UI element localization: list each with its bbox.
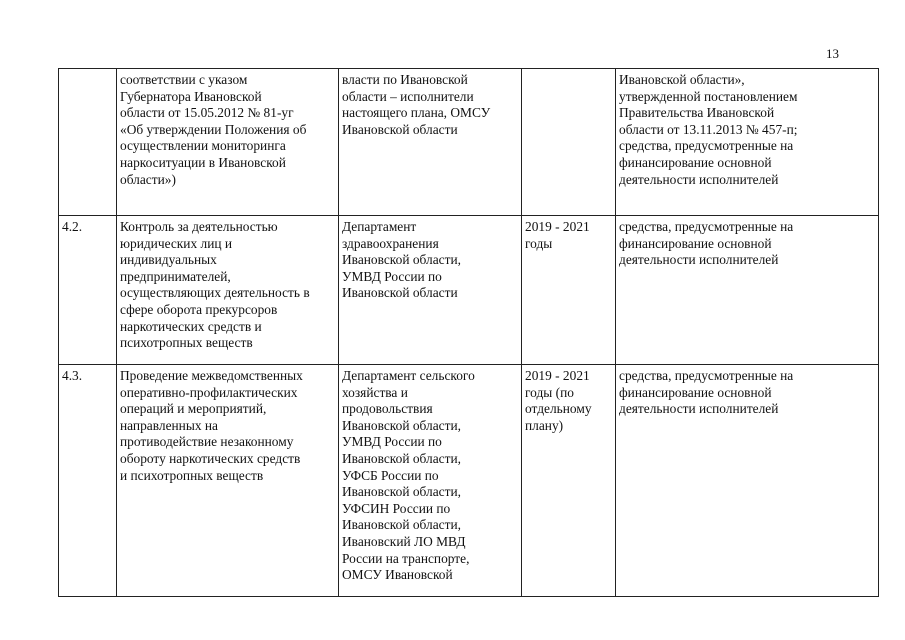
executors-cell xyxy=(339,69,522,216)
executors-text: Департамент сельского хозяйства и продовольствия Ивановской области, УМВД России по Ивановской области, УФСБ России по Ивановской области, УФСИН России по Ивановской области, Ивановский ЛО МВД России на транспорте, ОМСУ Ивановской xyxy=(342,368,475,583)
funding-cell xyxy=(616,216,879,365)
table-row xyxy=(59,216,879,365)
term-cell xyxy=(522,69,616,216)
event-text: Контроль за деятельностью юридических лиц и индивидуальных предпринимателей, осуществляющих деятельность в сфере оборота прекурсоров наркотических средств и психотропных веществ xyxy=(120,219,310,351)
row-number-cell xyxy=(59,216,117,365)
table-row xyxy=(59,69,879,216)
row-number-cell xyxy=(59,365,117,597)
term-cell xyxy=(522,216,616,365)
executors-cell xyxy=(339,365,522,597)
term-text: 2019 - 2021 годы (по отдельному плану) xyxy=(525,368,592,433)
term-cell xyxy=(522,365,616,597)
funding-text: средства, предусмотренные на финансирование основной деятельности исполнителей xyxy=(619,368,794,417)
row-number-cell xyxy=(59,69,117,216)
executors-cell xyxy=(339,216,522,365)
term-text: 2019 - 2021 годы xyxy=(525,219,590,251)
event-cell xyxy=(117,365,339,597)
table-row xyxy=(59,365,879,597)
event-text: Проведение межведомственных оперативно-профилактических операций и мероприятий, направленных на противодействие незаконному обороту наркотических средств и психотропных веществ xyxy=(120,368,303,483)
funding-cell xyxy=(616,69,879,216)
row-number: 4.3. xyxy=(62,368,83,383)
plan-table xyxy=(58,68,879,597)
event-text: соответствии с указом Губернатора Ивановской области от 15.05.2012 № 81-уг «Об утверждении Положения об осуществлении мониторинга наркоситуации в Ивановской области») xyxy=(120,72,307,187)
executors-text: Департамент здравоохранения Ивановской области, УМВД России по Ивановской области xyxy=(342,219,461,301)
executors-text: власти по Ивановской области – исполнители настоящего плана, ОМСУ Ивановской области xyxy=(342,72,491,137)
page-number: 13 xyxy=(826,46,839,61)
funding-text: Ивановской области», утвержденной постановлением Правительства Ивановской области от 13.11.2013 № 457-п; средства, предусмотренные на финансирование основной деятельности исполнителей xyxy=(619,72,798,187)
event-cell xyxy=(117,69,339,216)
funding-cell xyxy=(616,365,879,597)
funding-text: средства, предусмотренные на финансирование основной деятельности исполнителей xyxy=(619,219,794,268)
event-cell xyxy=(117,216,339,365)
row-number: 4.2. xyxy=(62,219,83,234)
